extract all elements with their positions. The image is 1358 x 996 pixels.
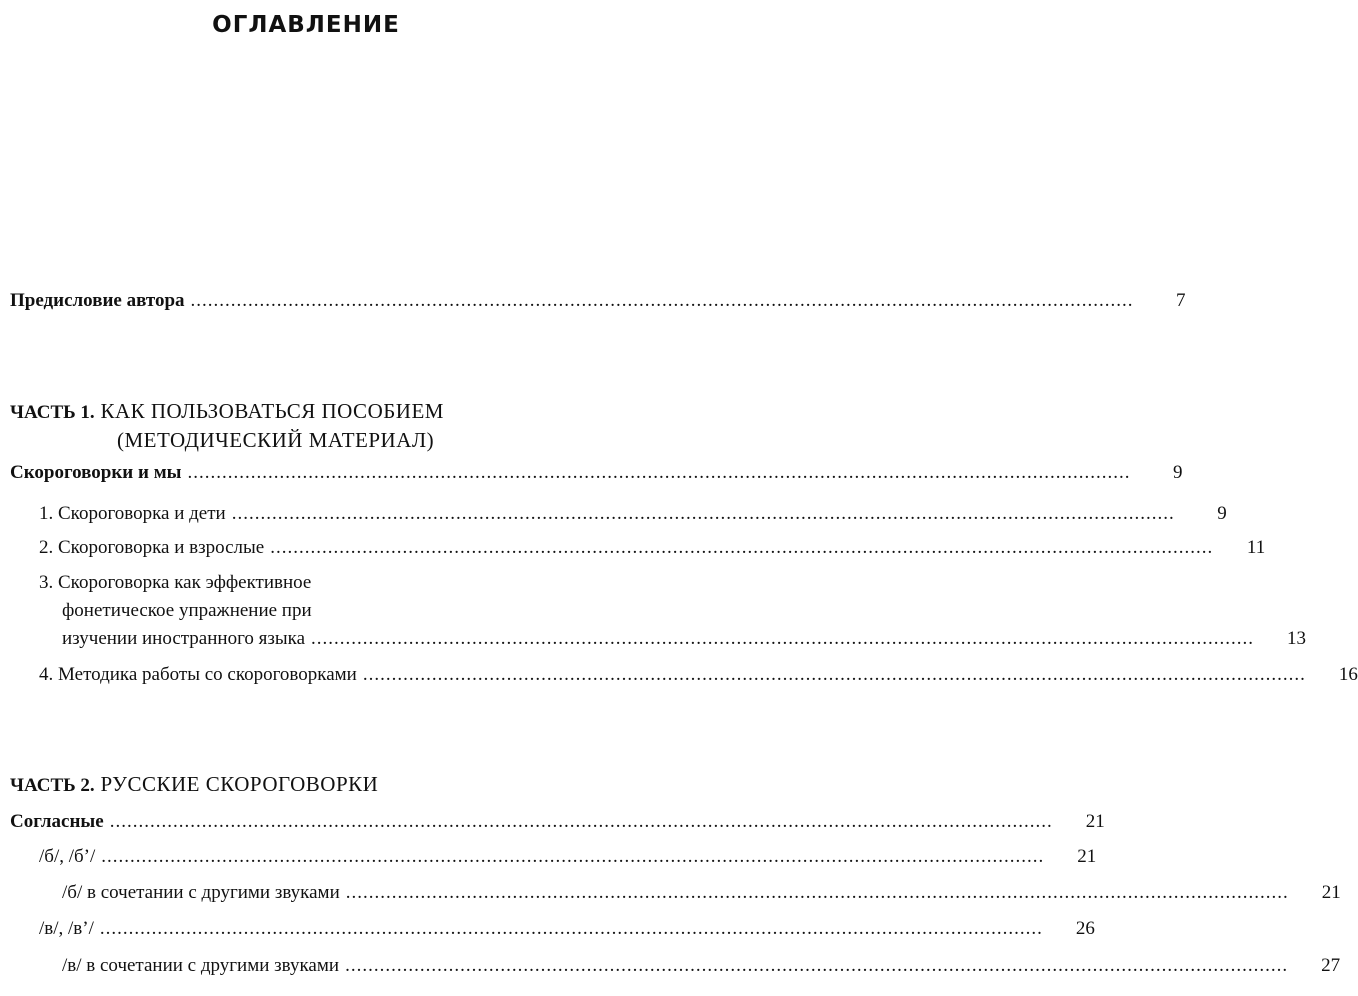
toc-entry-label-line: 3. Скороговорка как эффективное [39, 572, 312, 593]
leader-dots: .................................................................................................................................................................... [362, 664, 1306, 685]
toc-entry-page: 21 [1085, 811, 1105, 832]
leader-dots: .................................................................................................................................................................... [345, 955, 1289, 976]
page-title: ОГЛАВЛЕНИЕ [212, 12, 400, 38]
part-1-title: КАК ПОЛЬЗОВАТЬСЯ ПОСОБИЕМ [100, 399, 444, 423]
leader-dots: .................................................................................................................................................................... [101, 846, 1045, 867]
toc-entry[interactable] [39, 503, 1227, 525]
part-1-number: ЧАСТЬ 1. [10, 402, 95, 423]
toc-entry-label-line: фонетическое упражнение при [62, 600, 312, 621]
toc-entry-page: 11 [1246, 537, 1266, 558]
toc-entry-label: Согласные [10, 811, 104, 832]
toc-entry-label: Скороговорки и мы [10, 462, 182, 483]
toc-entry-label: /в/ в сочетании с другими звуками [62, 955, 340, 976]
toc-entry-page: 9 [1217, 503, 1227, 524]
part-2-title: РУССКИЕ СКОРОГОВОРКИ [100, 772, 379, 796]
leader-dots: .................................................................................................................................................................... [231, 503, 1175, 524]
leader-dots: .................................................................................................................................................................... [345, 882, 1289, 903]
part-1-subtitle: (МЕТОДИЧЕСКИЙ МАТЕРИАЛ) [117, 428, 435, 452]
toc-entry-label: /б/, /б’/ [39, 846, 96, 867]
toc-entry-label: изучении иностранного языка [62, 628, 306, 649]
part-2-heading [10, 772, 378, 798]
toc-entry-page: 13 [1287, 628, 1307, 649]
toc-entry-label: Предисловие автора [10, 290, 185, 311]
leader-dots: .................................................................................................................................................................... [187, 462, 1131, 483]
toc-entry[interactable] [62, 882, 1341, 904]
toc-entry-page: 16 [1338, 664, 1358, 685]
toc-entry[interactable] [39, 537, 1266, 559]
leader-dots: .................................................................................................................................................................... [190, 290, 1134, 311]
toc-entry[interactable] [62, 628, 1307, 650]
toc-entry-section[interactable] [10, 811, 1105, 833]
toc-entry-label: 4. Методика работы со скороговорками [39, 664, 357, 685]
toc-entry-section[interactable] [10, 462, 1183, 484]
leader-dots: .................................................................................................................................................................... [311, 628, 1255, 649]
toc-entry[interactable] [39, 664, 1358, 686]
toc-entry-page: 7 [1176, 290, 1186, 311]
toc-entry-page: 9 [1172, 462, 1183, 483]
leader-dots: .................................................................................................................................................................... [109, 811, 1053, 832]
toc-entry-label: 1. Скороговорка и дети [39, 503, 226, 524]
leader-dots: .................................................................................................................................................................... [99, 918, 1043, 939]
toc-entry-page: 21 [1077, 846, 1097, 867]
toc-entry-label: /в/, /в’/ [39, 918, 94, 939]
toc-entry[interactable] [39, 846, 1097, 868]
toc-entry-label: 2. Скороговорка и взрослые [39, 537, 265, 558]
part-2-number: ЧАСТЬ 2. [10, 775, 95, 796]
toc-entry-page: 27 [1321, 955, 1341, 976]
part-1-heading [10, 399, 444, 425]
leader-dots: .................................................................................................................................................................... [270, 537, 1214, 558]
toc-entry-page: 26 [1075, 918, 1095, 939]
toc-entry[interactable] [39, 918, 1095, 940]
toc-entry-preface[interactable] [10, 290, 1186, 312]
toc-entry-page: 21 [1321, 882, 1341, 903]
toc-entry-label: /б/ в сочетании с другими звуками [62, 882, 340, 903]
toc-entry[interactable] [62, 955, 1341, 977]
